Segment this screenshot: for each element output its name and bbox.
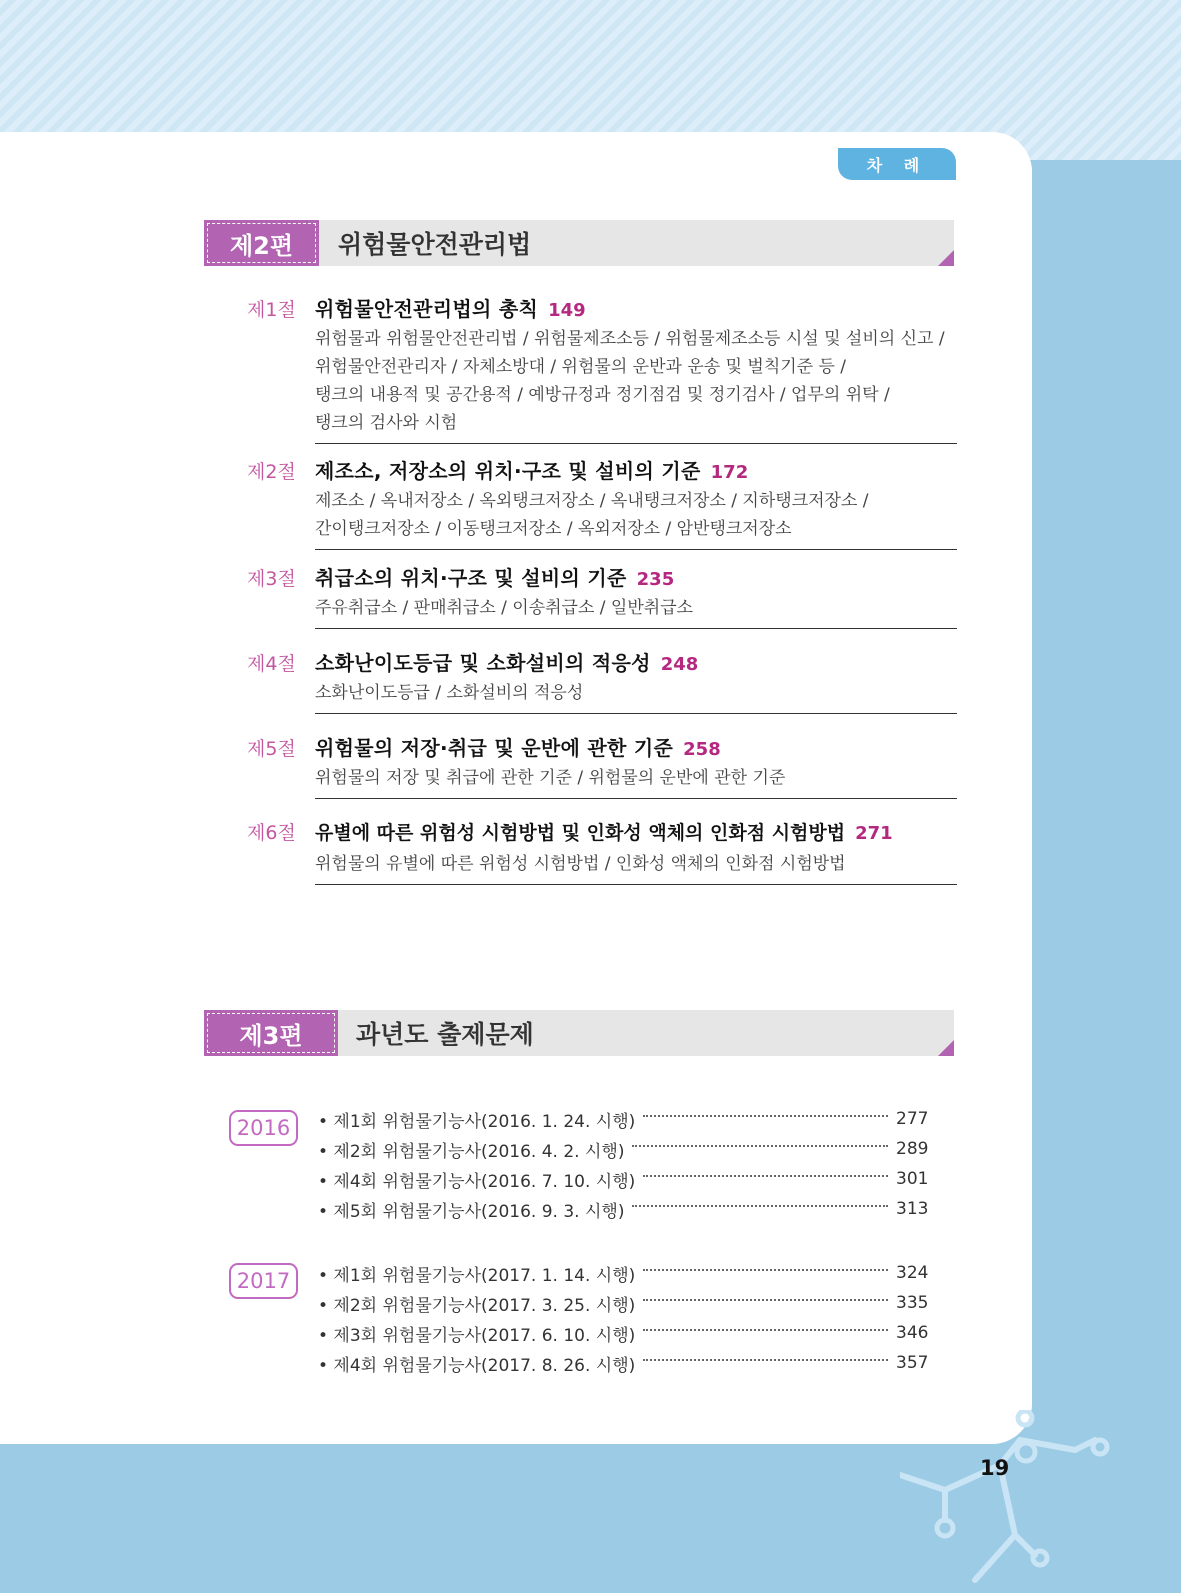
desc-line: 소화난이도등급 / 소화설비의 적응성 [315, 683, 584, 703]
entry-page: 301 [896, 1169, 929, 1189]
exam-entry[interactable] [318, 1164, 928, 1194]
section-desc [315, 850, 957, 878]
entry-text: • 제4회 위험물기능사(2016. 7. 10. 시행) [318, 1171, 636, 1192]
section-page: 248 [660, 654, 699, 675]
part3-title: 과년도 출제문제 [356, 1020, 534, 1049]
section-title[interactable]: 취급소의 위치·구조 및 설비의 기준 [315, 566, 627, 590]
section-4 [247, 647, 957, 714]
exam-entry[interactable] [318, 1194, 928, 1224]
entry-text: • 제3회 위험물기능사(2017. 6. 10. 시행) [318, 1325, 636, 1346]
entry-page: 324 [896, 1263, 929, 1283]
molecule-icon [900, 1410, 1140, 1593]
section-desc [315, 325, 957, 437]
divider [315, 798, 957, 799]
exam-entry[interactable] [318, 1348, 928, 1378]
section-1 [247, 293, 957, 444]
part2-header [204, 220, 954, 266]
desc-line: 위험물안전관리자 / 자체소방대 / 위험물의 운반과 운송 및 벌칙기준 등 / [315, 357, 847, 377]
section-title[interactable]: 제조소, 저장소의 위치·구조 및 설비의 기준 [315, 459, 701, 483]
desc-line: 위험물의 유별에 따른 위험성 시험방법 / 인화성 액체의 인화점 시험방법 [315, 854, 846, 874]
entry-text: • 제2회 위험물기능사(2017. 3. 25. 시행) [318, 1295, 636, 1316]
entry-page: 313 [896, 1199, 929, 1219]
section-5 [247, 732, 957, 799]
year-badge-2017: 2017 [229, 1263, 298, 1299]
section-title[interactable]: 소화난이도등급 및 소화설비의 적응성 [315, 651, 651, 675]
desc-line: 탱크의 내용적 및 공간용적 / 예방규정과 정기점검 및 정기검사 / 업무의 위탁 / [315, 385, 890, 405]
leader-dots [643, 1115, 888, 1117]
entry-text: • 제1회 위험물기능사(2016. 1. 24. 시행) [318, 1111, 636, 1132]
section-2 [247, 455, 957, 550]
exam-entry[interactable] [318, 1288, 928, 1318]
section-page: 149 [548, 300, 586, 321]
part3-header [204, 1010, 954, 1056]
part2-badge: 제2편 [204, 220, 319, 266]
exam-entry[interactable] [318, 1258, 928, 1288]
exam-entry[interactable] [318, 1104, 928, 1134]
entry-page: 289 [896, 1139, 929, 1159]
desc-line: 주유취급소 / 판매취급소 / 이송취급소 / 일반취급소 [315, 598, 694, 618]
part3-badge: 제3편 [204, 1010, 338, 1056]
divider [315, 628, 957, 629]
section-label: 제4절 [247, 653, 296, 675]
section-page: 271 [855, 823, 893, 844]
section-title[interactable]: 위험물안전관리법의 총칙 [315, 297, 539, 321]
leader-dots [643, 1299, 888, 1301]
part2-title: 위험물안전관리법 [338, 230, 532, 259]
section-6 [247, 818, 957, 885]
entry-text: • 제1회 위험물기능사(2017. 1. 14. 시행) [318, 1265, 636, 1286]
leader-dots [643, 1359, 888, 1361]
section-page: 258 [683, 739, 721, 760]
section-label: 제6절 [247, 822, 296, 844]
section-page: 172 [710, 462, 749, 483]
section-desc [315, 679, 957, 707]
divider [315, 549, 957, 550]
corner-triangle [938, 1040, 954, 1056]
desc-line: 탱크의 검사와 시험 [315, 413, 458, 433]
exam-entry[interactable] [318, 1134, 928, 1164]
section-label: 제1절 [247, 299, 296, 321]
leader-dots [632, 1145, 888, 1147]
desc-line: 간이탱크저장소 / 이동탱크저장소 / 옥외저장소 / 암반탱크저장소 [315, 519, 792, 539]
entry-text: • 제2회 위험물기능사(2016. 4. 2. 시행) [318, 1141, 625, 1162]
entry-text: • 제4회 위험물기능사(2017. 8. 26. 시행) [318, 1355, 636, 1376]
desc-line: 위험물의 저장 및 취급에 관한 기준 / 위험물의 운반에 관한 기준 [315, 768, 786, 788]
section-title[interactable]: 위험물의 저장·취급 및 운반에 관한 기준 [315, 736, 674, 760]
leader-dots [643, 1269, 888, 1271]
entry-text: • 제5회 위험물기능사(2016. 9. 3. 시행) [318, 1201, 625, 1222]
right-side-band [1020, 160, 1181, 1460]
desc-line: 위험물과 위험물안전관리법 / 위험물제조소등 / 위험물제조소등 시설 및 설비의 신고 / [315, 329, 945, 349]
entry-page: 357 [896, 1353, 929, 1373]
corner-triangle [938, 250, 954, 266]
exam-entry[interactable] [318, 1318, 928, 1348]
page-number: 19 [980, 1456, 1010, 1480]
divider [315, 443, 957, 444]
divider [315, 884, 957, 885]
year-badge-2016: 2016 [229, 1110, 298, 1146]
section-title[interactable]: 유별에 따른 위험성 시험방법 및 인화성 액체의 인화점 시험방법 [315, 822, 846, 844]
leader-dots [632, 1205, 888, 1207]
section-desc [315, 487, 957, 543]
entry-page: 346 [896, 1323, 929, 1343]
toc-label: 차 례 [838, 148, 956, 180]
section-label: 제2절 [247, 461, 296, 483]
section-label: 제5절 [247, 738, 296, 760]
leader-dots [643, 1329, 888, 1331]
section-desc [315, 594, 957, 622]
divider [315, 713, 957, 714]
section-page: 235 [636, 569, 675, 590]
section-3 [247, 562, 957, 629]
leader-dots [643, 1175, 888, 1177]
section-label: 제3절 [247, 568, 296, 590]
entry-page: 277 [896, 1109, 929, 1129]
section-desc [315, 764, 957, 792]
desc-line: 제조소 / 옥내저장소 / 옥외탱크저장소 / 옥내탱크저장소 / 지하탱크저장소 / [315, 491, 869, 511]
entry-page: 335 [896, 1293, 929, 1313]
